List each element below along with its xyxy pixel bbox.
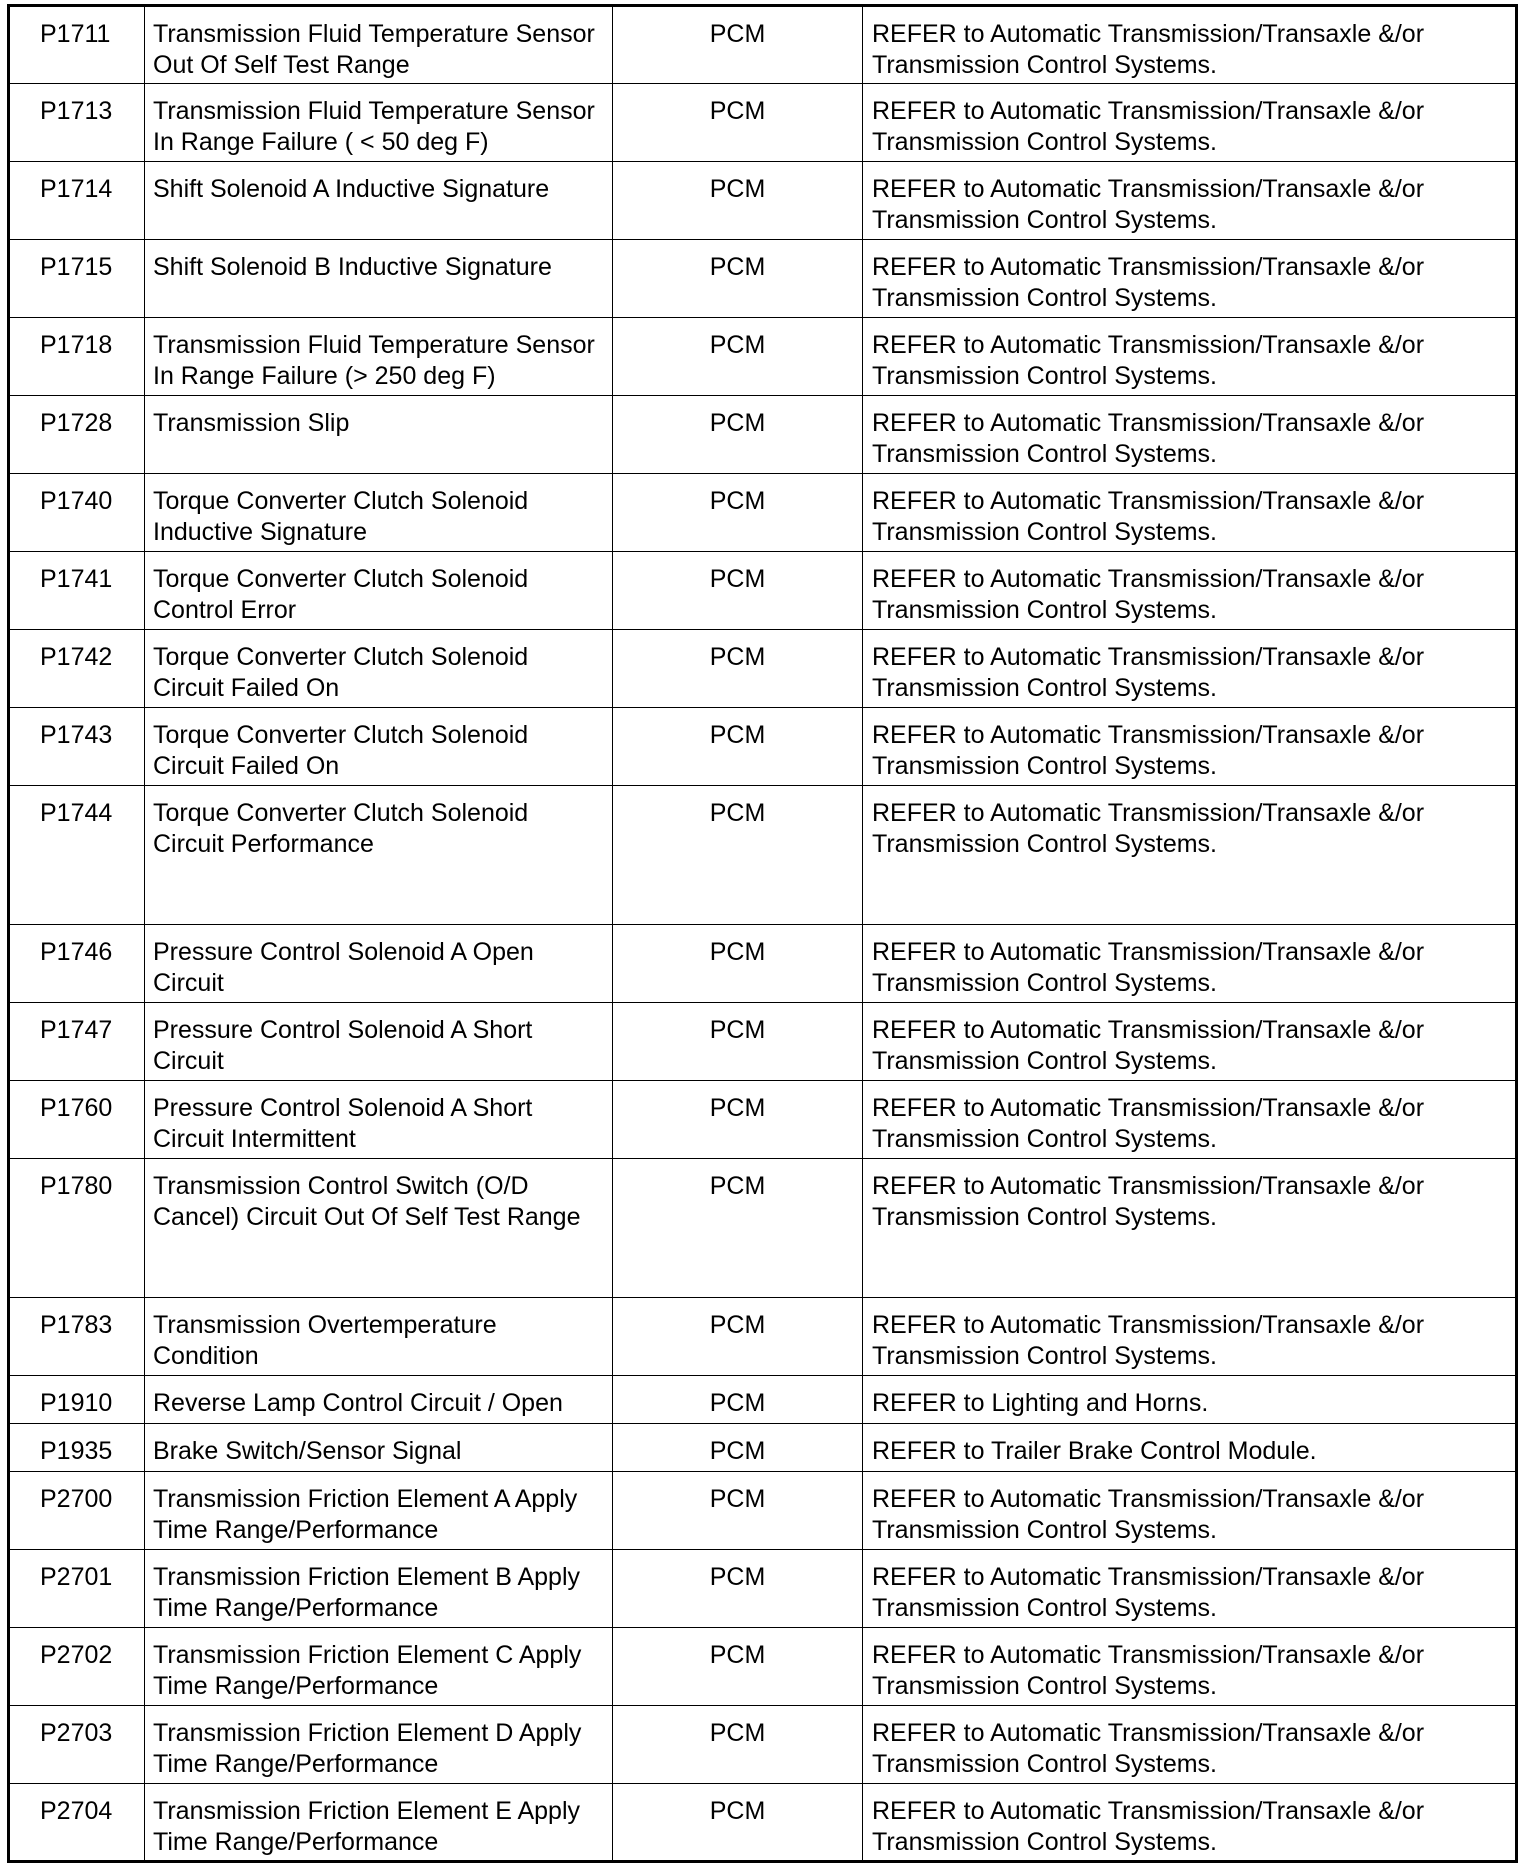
dtc-action-cell: REFER to Automatic Transmission/Transaxle &/or Transmission Control Systems. (863, 1003, 1517, 1081)
table-row (9, 1376, 1517, 1424)
dtc-code-cell: P1743 (9, 708, 145, 786)
dtc-description-cell: Pressure Control Solenoid A Short Circuit Intermittent (145, 1081, 613, 1159)
dtc-code-cell: P1760 (9, 1081, 145, 1159)
dtc-description-cell: Transmission Fluid Temperature Sensor In Range Failure (> 250 deg F) (145, 318, 613, 396)
table-row (9, 630, 1517, 708)
table-row (9, 1784, 1517, 1862)
dtc-module-cell: PCM (613, 240, 863, 318)
dtc-module-cell: PCM (613, 1706, 863, 1784)
dtc-description-cell: Torque Converter Clutch Solenoid Circuit Performance (145, 786, 613, 925)
dtc-description-cell: Transmission Fluid Temperature Sensor Out Of Self Test Range (145, 6, 613, 84)
dtc-action-cell: REFER to Automatic Transmission/Transaxle &/or Transmission Control Systems. (863, 786, 1517, 925)
dtc-code-cell: P1728 (9, 396, 145, 474)
dtc-action-cell: REFER to Automatic Transmission/Transaxle &/or Transmission Control Systems. (863, 84, 1517, 162)
table-row (9, 1550, 1517, 1628)
dtc-description-cell: Transmission Control Switch (O/D Cancel) Circuit Out Of Self Test Range (145, 1159, 613, 1298)
dtc-description-cell: Transmission Friction Element C Apply Time Range/Performance (145, 1628, 613, 1706)
dtc-code-cell: P1740 (9, 474, 145, 552)
dtc-action-cell: REFER to Automatic Transmission/Transaxle &/or Transmission Control Systems. (863, 1081, 1517, 1159)
dtc-code-cell: P1711 (9, 6, 145, 84)
dtc-table (7, 4, 1518, 1863)
dtc-code-cell: P1935 (9, 1424, 145, 1472)
dtc-action-cell: REFER to Automatic Transmission/Transaxle &/or Transmission Control Systems. (863, 925, 1517, 1003)
table-row (9, 6, 1517, 84)
dtc-module-cell: PCM (613, 1003, 863, 1081)
dtc-code-cell: P1742 (9, 630, 145, 708)
dtc-action-cell: REFER to Automatic Transmission/Transaxle &/or Transmission Control Systems. (863, 1784, 1517, 1862)
dtc-code-cell: P1910 (9, 1376, 145, 1424)
table-row (9, 552, 1517, 630)
dtc-code-cell: P1783 (9, 1298, 145, 1376)
table-row (9, 396, 1517, 474)
dtc-description-cell: Pressure Control Solenoid A Open Circuit (145, 925, 613, 1003)
table-row (9, 318, 1517, 396)
dtc-code-cell: P1713 (9, 84, 145, 162)
table-row (9, 240, 1517, 318)
dtc-module-cell: PCM (613, 1376, 863, 1424)
dtc-description-cell: Torque Converter Clutch Solenoid Circuit Failed On (145, 630, 613, 708)
table-row (9, 1472, 1517, 1550)
dtc-module-cell: PCM (613, 396, 863, 474)
table-row (9, 162, 1517, 240)
dtc-module-cell: PCM (613, 1784, 863, 1862)
dtc-code-cell: P1715 (9, 240, 145, 318)
dtc-module-cell: PCM (613, 318, 863, 396)
dtc-code-cell: P2700 (9, 1472, 145, 1550)
dtc-code-cell: P1718 (9, 318, 145, 396)
table-row (9, 1081, 1517, 1159)
dtc-action-cell: REFER to Automatic Transmission/Transaxle &/or Transmission Control Systems. (863, 1159, 1517, 1298)
dtc-action-cell: REFER to Automatic Transmission/Transaxle &/or Transmission Control Systems. (863, 6, 1517, 84)
dtc-description-cell: Transmission Slip (145, 396, 613, 474)
dtc-description-cell: Torque Converter Clutch Solenoid Inductive Signature (145, 474, 613, 552)
dtc-module-cell: PCM (613, 84, 863, 162)
dtc-action-cell: REFER to Automatic Transmission/Transaxle &/or Transmission Control Systems. (863, 1298, 1517, 1376)
dtc-description-cell: Shift Solenoid B Inductive Signature (145, 240, 613, 318)
dtc-description-cell: Transmission Fluid Temperature Sensor In Range Failure ( < 50 deg F) (145, 84, 613, 162)
dtc-description-cell: Torque Converter Clutch Solenoid Circuit Failed On (145, 708, 613, 786)
dtc-action-cell: REFER to Automatic Transmission/Transaxle &/or Transmission Control Systems. (863, 240, 1517, 318)
dtc-description-cell: Torque Converter Clutch Solenoid Control Error (145, 552, 613, 630)
dtc-description-cell: Brake Switch/Sensor Signal (145, 1424, 613, 1472)
dtc-action-cell: REFER to Automatic Transmission/Transaxle &/or Transmission Control Systems. (863, 630, 1517, 708)
dtc-description-cell: Reverse Lamp Control Circuit / Open (145, 1376, 613, 1424)
dtc-table-page (7, 4, 1515, 1862)
dtc-module-cell: PCM (613, 630, 863, 708)
dtc-module-cell: PCM (613, 1298, 863, 1376)
dtc-description-cell: Pressure Control Solenoid A Short Circuit (145, 1003, 613, 1081)
dtc-module-cell: PCM (613, 1424, 863, 1472)
dtc-module-cell: PCM (613, 1081, 863, 1159)
table-row (9, 474, 1517, 552)
dtc-code-cell: P1714 (9, 162, 145, 240)
dtc-action-cell: REFER to Automatic Transmission/Transaxle &/or Transmission Control Systems. (863, 318, 1517, 396)
dtc-action-cell: REFER to Automatic Transmission/Transaxle &/or Transmission Control Systems. (863, 1628, 1517, 1706)
dtc-action-cell: REFER to Automatic Transmission/Transaxle &/or Transmission Control Systems. (863, 396, 1517, 474)
dtc-action-cell: REFER to Automatic Transmission/Transaxle &/or Transmission Control Systems. (863, 1706, 1517, 1784)
dtc-description-cell: Transmission Friction Element B Apply Time Range/Performance (145, 1550, 613, 1628)
dtc-code-cell: P1741 (9, 552, 145, 630)
dtc-code-cell: P1780 (9, 1159, 145, 1298)
dtc-module-cell: PCM (613, 786, 863, 925)
dtc-action-cell: REFER to Automatic Transmission/Transaxle &/or Transmission Control Systems. (863, 474, 1517, 552)
dtc-action-cell: REFER to Trailer Brake Control Module. (863, 1424, 1517, 1472)
table-row (9, 84, 1517, 162)
table-row (9, 1159, 1517, 1298)
dtc-description-cell: Transmission Friction Element A Apply Time Range/Performance (145, 1472, 613, 1550)
table-row (9, 925, 1517, 1003)
dtc-module-cell: PCM (613, 552, 863, 630)
dtc-description-cell: Shift Solenoid A Inductive Signature (145, 162, 613, 240)
dtc-module-cell: PCM (613, 1159, 863, 1298)
dtc-code-cell: P2704 (9, 1784, 145, 1862)
dtc-module-cell: PCM (613, 474, 863, 552)
table-row (9, 1628, 1517, 1706)
dtc-module-cell: PCM (613, 708, 863, 786)
dtc-description-cell: Transmission Friction Element D Apply Time Range/Performance (145, 1706, 613, 1784)
dtc-description-cell: Transmission Friction Element E Apply Time Range/Performance (145, 1784, 613, 1862)
table-row (9, 1003, 1517, 1081)
dtc-module-cell: PCM (613, 1628, 863, 1706)
dtc-module-cell: PCM (613, 925, 863, 1003)
dtc-module-cell: PCM (613, 1472, 863, 1550)
table-row (9, 786, 1517, 925)
dtc-action-cell: REFER to Automatic Transmission/Transaxle &/or Transmission Control Systems. (863, 708, 1517, 786)
table-row (9, 1298, 1517, 1376)
dtc-module-cell: PCM (613, 162, 863, 240)
dtc-code-cell: P2702 (9, 1628, 145, 1706)
dtc-code-cell: P2701 (9, 1550, 145, 1628)
dtc-action-cell: REFER to Automatic Transmission/Transaxle &/or Transmission Control Systems. (863, 552, 1517, 630)
table-row (9, 1424, 1517, 1472)
dtc-code-cell: P1746 (9, 925, 145, 1003)
table-row (9, 1706, 1517, 1784)
dtc-code-cell: P1744 (9, 786, 145, 925)
dtc-code-cell: P1747 (9, 1003, 145, 1081)
dtc-description-cell: Transmission Overtemperature Condition (145, 1298, 613, 1376)
dtc-action-cell: REFER to Lighting and Horns. (863, 1376, 1517, 1424)
dtc-module-cell: PCM (613, 1550, 863, 1628)
dtc-module-cell: PCM (613, 6, 863, 84)
dtc-action-cell: REFER to Automatic Transmission/Transaxle &/or Transmission Control Systems. (863, 1550, 1517, 1628)
dtc-action-cell: REFER to Automatic Transmission/Transaxle &/or Transmission Control Systems. (863, 1472, 1517, 1550)
table-row (9, 708, 1517, 786)
dtc-code-cell: P2703 (9, 1706, 145, 1784)
dtc-action-cell: REFER to Automatic Transmission/Transaxle &/or Transmission Control Systems. (863, 162, 1517, 240)
